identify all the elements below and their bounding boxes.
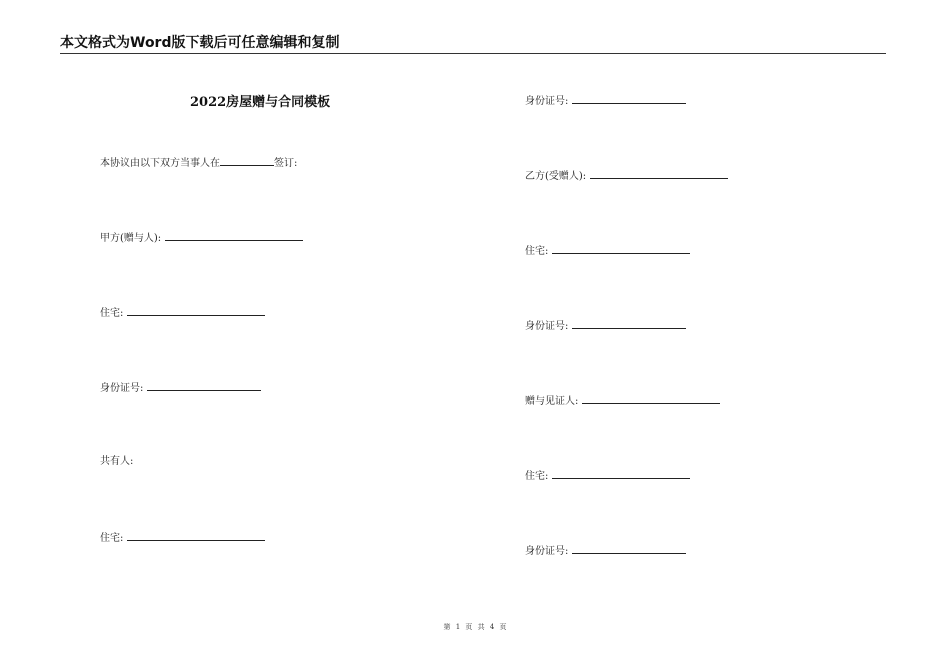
party-b-address-blank: [552, 243, 690, 254]
party-b-label: 乙方(受赠人):: [525, 171, 587, 182]
party-a-line: [100, 230, 303, 246]
witness-address-label: 住宅:: [525, 471, 549, 482]
party-b-line: [525, 168, 728, 184]
party-a-id-label: 身份证号:: [100, 383, 144, 394]
page-number: 第 1 页 共 4 页: [443, 623, 507, 631]
party-b-id-blank: [572, 318, 686, 329]
party-b-address-label: 住宅:: [525, 246, 549, 257]
witness-line: [525, 393, 720, 409]
party-b-blank: [590, 168, 728, 179]
witness-id-label: 身份证号:: [525, 546, 569, 557]
intro-suffix: 签订:: [274, 158, 298, 169]
sign-place-blank: [220, 155, 274, 166]
agreement-intro-line: [100, 155, 297, 171]
co-owner-label: 共有人:: [100, 456, 134, 467]
witness-label: 赠与见证人:: [525, 396, 579, 407]
party-a-label: 甲方(赠与人):: [100, 233, 162, 244]
co-owner-id-label: 身份证号:: [525, 96, 569, 107]
document-header: 本文格式为Word版下载后可任意编辑和复制: [60, 34, 886, 54]
party-a-address-line: [100, 305, 265, 321]
witness-id-line: [525, 543, 686, 559]
witness-id-blank: [572, 543, 686, 554]
party-b-id-line: [525, 318, 686, 334]
intro-label: 本协议由以下双方当事人在: [100, 158, 220, 169]
co-owner-address-label: 住宅:: [100, 533, 124, 544]
party-b-address-line: [525, 243, 690, 259]
witness-address-blank: [552, 468, 690, 479]
witness-blank: [582, 393, 720, 404]
co-owner-line: [100, 455, 133, 471]
party-a-address-blank: [127, 305, 265, 316]
co-owner-address-line: [100, 530, 265, 546]
witness-address-line: [525, 468, 690, 484]
party-a-id-line: [100, 380, 261, 396]
party-a-blank: [165, 230, 303, 241]
document-title: 2022房屋赠与合同模板: [190, 95, 331, 110]
co-owner-id-line: [525, 93, 686, 109]
co-owner-address-blank: [127, 530, 265, 541]
party-a-id-blank: [147, 380, 261, 391]
party-a-address-label: 住宅:: [100, 308, 124, 319]
party-b-id-label: 身份证号:: [525, 321, 569, 332]
co-owner-id-blank: [572, 93, 686, 104]
